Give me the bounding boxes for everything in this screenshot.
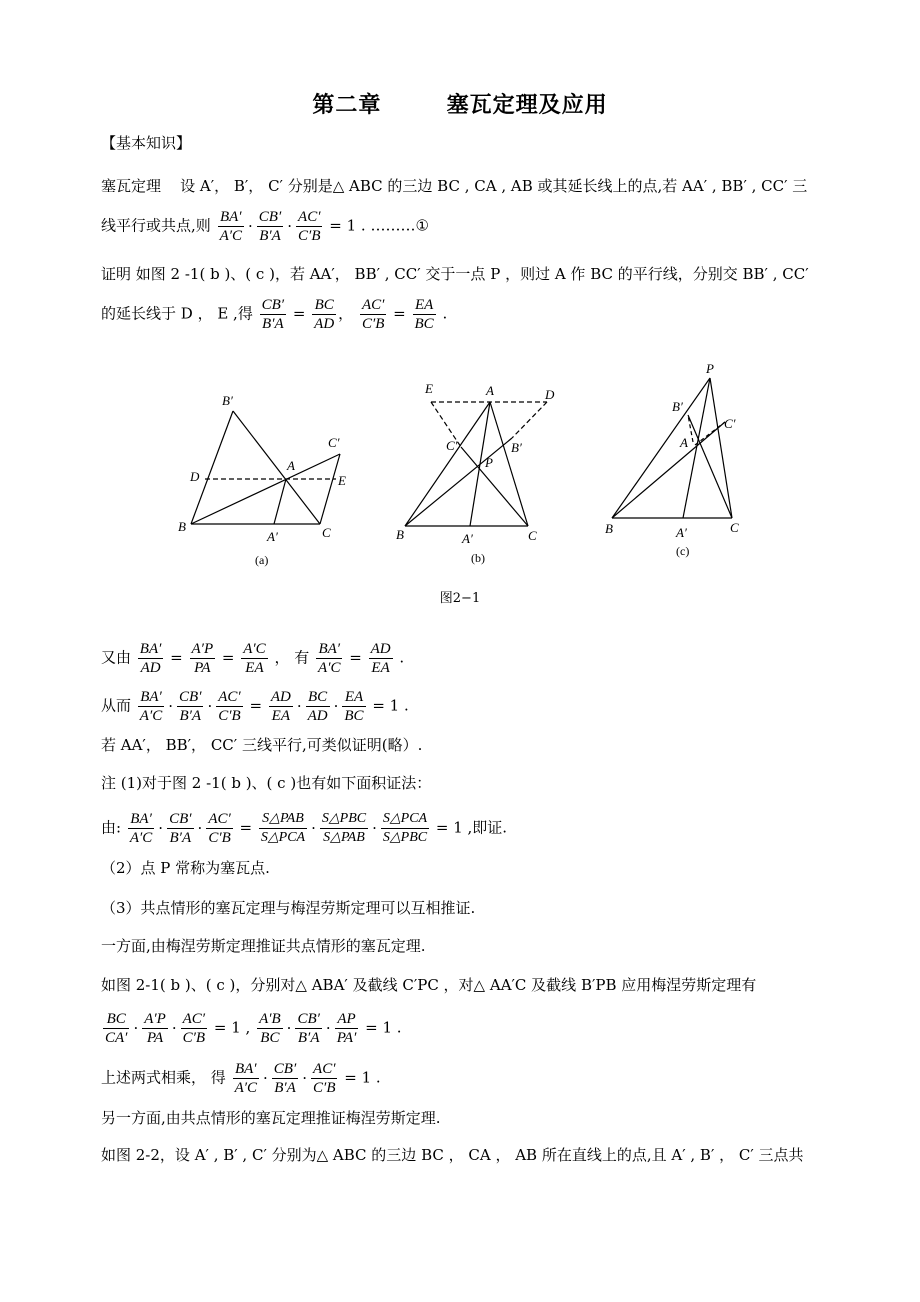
label: A: [486, 383, 494, 398]
label: A′: [462, 531, 473, 546]
figure-title: 图2−1: [439, 591, 481, 606]
parallel-case: 若 AA′， BB′， CC′ 三线平行,可类似证明(略）.: [101, 736, 423, 754]
fraction: $\frac{AD}{EA}$: [370, 641, 391, 676]
note-1: 注 (1)对于图 2 -1( b )、( c )也有如下面积证法：: [101, 774, 432, 792]
line-P-C: [710, 378, 732, 518]
fraction: $\frac{BA'}{A'C}$: [219, 209, 243, 244]
line-B-Bprime: [405, 438, 512, 526]
label: A′: [676, 525, 687, 540]
caption-a: (a): [255, 553, 269, 567]
fraction: $\frac{AD}{EA}$: [270, 689, 291, 724]
label: C′: [446, 438, 458, 453]
figure-a: [191, 411, 340, 524]
line-A-Aprime: [274, 479, 286, 524]
fraction: $\frac{A'B}{BC}$: [259, 1011, 281, 1046]
fraction: $\frac{BC}{AD}$: [314, 297, 335, 332]
page-title: [0, 88, 920, 119]
paragraph-2: 如图 2-1( b )、( c )，分别对△ ABA′ 及截线 C′PC ，对△ AA′C 及截线 B′PB 应用梅涅劳斯定理有: [101, 976, 757, 994]
label: E: [425, 381, 433, 396]
fraction: $\frac{BA'}{A'C}$: [129, 811, 153, 846]
fraction: $\frac{CB'}{B'A}$: [179, 689, 202, 724]
fraction: $\frac{CB'}{B'A}$: [169, 811, 192, 846]
equation-2: 从而 $\frac{BA'}{A'C}$ · $\frac{CB'}{B'A}$ · $\frac{AC'}{C'B}$ = $\frac{AD}{EA}$ · $\frac{BC}{AD}$ · $\frac{EA}{BC}$ = 1 .: [101, 689, 409, 724]
theorem-label: 塞瓦定理: [101, 177, 162, 195]
label: P: [485, 455, 493, 470]
equation-4: $\frac{BC}{CA'}$ · $\frac{A'P}{PA}$ · $\frac{AC'}{C'B}$ = 1 , $\frac{A'B}{BC}$ · $\frac{CB'}{B'A}$ · $\frac{AP}{PA'}$ = 1 .: [105, 1011, 402, 1046]
fraction: $\frac{AC'}{C'B}$: [298, 209, 321, 244]
label: B′: [222, 393, 233, 408]
label: D: [190, 469, 200, 484]
label: B: [605, 521, 613, 536]
fraction: $\frac{AC'}{C'B}$: [182, 1011, 206, 1046]
fraction: $\frac{BA'}{A'C}$: [139, 689, 163, 724]
fraction: $\frac{CB'}{B'A}$: [297, 1011, 320, 1046]
line-Bprime-C: [233, 411, 320, 524]
label: C′: [724, 416, 736, 431]
fraction: $\frac{BC}{AD}$: [307, 689, 328, 724]
proof-line-2: 的延长线于 D ， E ,得 $\frac{CB'}{B'A}$ = $\frac{BC}{AD}$ ， $\frac{AC'}{C'B}$ = $\frac{EA}{BC}$ .: [101, 297, 448, 332]
dashed-D-Bprime: [512, 402, 547, 438]
fraction: $\frac{BA'}{A'C}$: [318, 641, 341, 676]
equation-3: 由: $\frac{BA'}{A'C}$ · $\frac{CB'}{B'A}$ · $\frac{AC'}{C'B}$ = $\frac{\text{S△PAB}}{\text{S△PCA}}$ · $\frac{\text{S△PBC}}{\text{S△PAB}}$ · $\frac{\text{S△PCA}}{\text{S△PBC}}$ = 1 ,即证.: [101, 811, 508, 846]
line-C-Cprime: [461, 447, 528, 526]
label: B: [396, 527, 404, 542]
line-AC: [490, 402, 528, 526]
paragraph-4: 如图 2-2，设 A′ , B′ , C′ 分别为△ ABC 的三边 BC ， CA ， AB 所在直线上的点,且 A′ , B′ ， C′ 三点共: [101, 1146, 804, 1164]
figure-c-labels: [605, 361, 739, 558]
note-3: （3）共点情形的塞瓦定理与梅涅劳斯定理可以互相推证.: [101, 899, 476, 917]
line-Cprime-C: [320, 454, 340, 524]
proof-line-1: 证明 如图 2 -1( b )、( c )，若 AA′， BB′ , CC′ 交于一点 P ，则过 A 作 BC 的平行线，分别交 BB′ , CC′: [101, 265, 809, 283]
label: C: [322, 525, 331, 540]
fraction: $\frac{BA'}{AD}$: [139, 641, 162, 676]
fraction: $\frac{BC}{CA'}$: [105, 1011, 128, 1046]
fraction: $\frac{A'C}{EA}$: [243, 641, 266, 676]
caption-b: (b): [471, 551, 485, 565]
section-heading: 【基本知识】: [101, 134, 192, 152]
fraction: $\frac{A'P}{PA}$: [144, 1011, 166, 1046]
label: B′: [672, 399, 683, 414]
theorem-line-1: [101, 176, 807, 196]
fraction: $\frac{AP}{PA'}$: [336, 1011, 357, 1046]
fraction: $\frac{CB'}{B'A}$: [273, 1061, 297, 1096]
figure-b: [405, 402, 547, 526]
fraction: $\frac{AC'}{C'B}$: [361, 297, 385, 332]
fraction: $\frac{CB'}{B'A}$: [258, 209, 282, 244]
label: A: [287, 458, 295, 473]
label: D: [545, 387, 555, 402]
fraction: $\frac{BA'}{A'C}$: [234, 1061, 258, 1096]
fraction: $\frac{AC'}{C'B}$: [208, 811, 231, 846]
dashed-A-Bprime: [688, 415, 693, 442]
label: C′: [328, 435, 340, 450]
note-2: （2）点 P 常称为塞瓦点.: [101, 859, 270, 877]
chapter-name: 塞瓦定理及应用: [446, 93, 608, 118]
fraction: $\frac{AC'}{C'B}$: [313, 1061, 336, 1096]
fraction: $\frac{\text{S△PAB}}{\text{S△PCA}}$: [260, 811, 306, 845]
caption-c: (c): [676, 544, 690, 558]
fraction: $\frac{EA}{BC}$: [414, 297, 434, 332]
label: C: [730, 520, 739, 535]
fraction: $\frac{EA}{BC}$: [344, 689, 364, 724]
label: A: [680, 435, 688, 450]
fraction: $\frac{\text{S△PCA}}{\text{S△PBC}}$: [382, 811, 428, 845]
fraction: $\frac{\text{S△PBC}}{\text{S△PAB}}$: [321, 811, 367, 845]
figure-2-1: [0, 355, 920, 585]
figure-a-labels: [178, 393, 346, 567]
fraction: $\frac{A'P}{PA}$: [191, 641, 214, 676]
label: B: [178, 519, 186, 534]
paragraph-3: 另一方面,由共点情形的塞瓦定理推证梅涅劳斯定理.: [101, 1109, 441, 1127]
label: C: [528, 528, 537, 543]
equation-1: 又由 $\frac{BA'}{AD}$ = $\frac{A'P}{PA}$ = $\frac{A'C}{EA}$ ， 有 $\frac{BA'}{A'C}$ = $\frac{AD}{EA}$ .: [101, 641, 405, 676]
theorem-line-2: 线平行或共点,则 $\frac{BA'}{A'C}$ · $\frac{CB'}{B'A}$ · $\frac{AC'}{C'B}$ = 1 . ………①: [101, 209, 429, 244]
theorem-text-1: 设 A′， B′， C′ 分别是△ ABC 的三边 BC , CA , AB 或其延长线上的点,若 AA′ , BB′ , CC′ 三: [180, 177, 808, 195]
equation-5: 上述两式相乘， 得 $\frac{BA'}{A'C}$ · $\frac{CB'}{B'A}$ · $\frac{AC'}{C'B}$ = 1 .: [101, 1061, 381, 1096]
chapter-label: 第二章: [312, 93, 382, 118]
label: B′: [511, 440, 522, 455]
paragraph-1: 一方面,由梅涅劳斯定理推证共点情形的塞瓦定理.: [101, 937, 426, 955]
label: P: [706, 361, 714, 376]
label: E: [338, 473, 346, 488]
figure-b-labels: [396, 381, 555, 565]
fraction: $\frac{CB'}{B'A}$: [261, 297, 285, 332]
line-BA: [405, 402, 490, 526]
fraction: $\frac{AC'}{C'B}$: [218, 689, 241, 724]
label: A′: [267, 529, 278, 544]
